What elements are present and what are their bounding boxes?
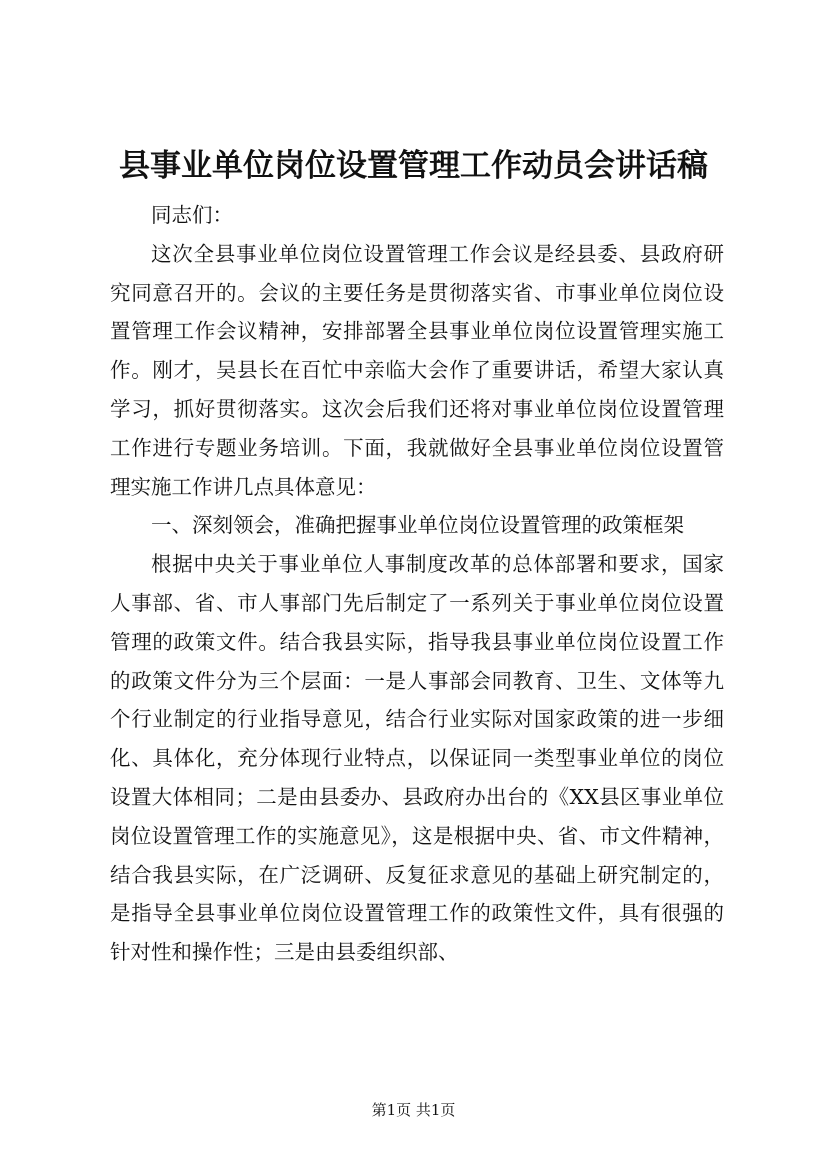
policy-paragraph: 根据中央关于事业单位人事制度改革的总体部署和要求，国家人事部、省、市人事部门先后制定了一系列关于事业单位岗位设置管理的政策文件。结合我县实际，指导我县事业单位岗位设置工作的政策文件分为三个层面：一是人事部会同教育、卫生、文体等九个行业制定的行业指导意见，结合行业实际对国家政策的进一步细化、具体化，充分体现行业特点，以保证同一类型事业单位的岗位设置大体相同；二是由县委办、县政府办出台的《XX县区事业单位岗位设置管理工作的实施意见》，这是根据中央、省、市文件精神，结合我县实际，在广泛调研、反复征求意见的基础上研究制定的，是指导全县事业单位岗位设置管理工作的政策性文件，具有很强的针对性和操作性；三是由县委组织部、 bbox=[110, 552, 724, 965]
page-number-footer: 第1页 共1页 bbox=[371, 1101, 456, 1119]
salutation-paragraph: 同志们： bbox=[151, 203, 233, 227]
section-heading-paragraph: 一、深刻领会，准确把握事业单位岗位设置管理的政策框架 bbox=[151, 513, 684, 538]
intro-paragraph: 这次全县事业单位岗位设置管理工作会议是经县委、县政府研究同意召开的。会议的主要任务是贯彻落实省、市事业单位岗位设置管理工作会议精神，安排部署全县事业单位岗位设置管理实施工作。刚才，吴县长在百忙中亲临大会作了重要讲话，希望大家认真学习，抓好贯彻落实。这次会后我们还将对事业单位岗位设置管理工作进行专题业务培训。下面，我就做好全县事业单位岗位设置管理实施工作讲几点具体意见： bbox=[110, 241, 724, 499]
document-body bbox=[110, 196, 724, 972]
document-title: 县事业单位岗位设置管理工作动员会讲话稿 bbox=[119, 148, 708, 184]
